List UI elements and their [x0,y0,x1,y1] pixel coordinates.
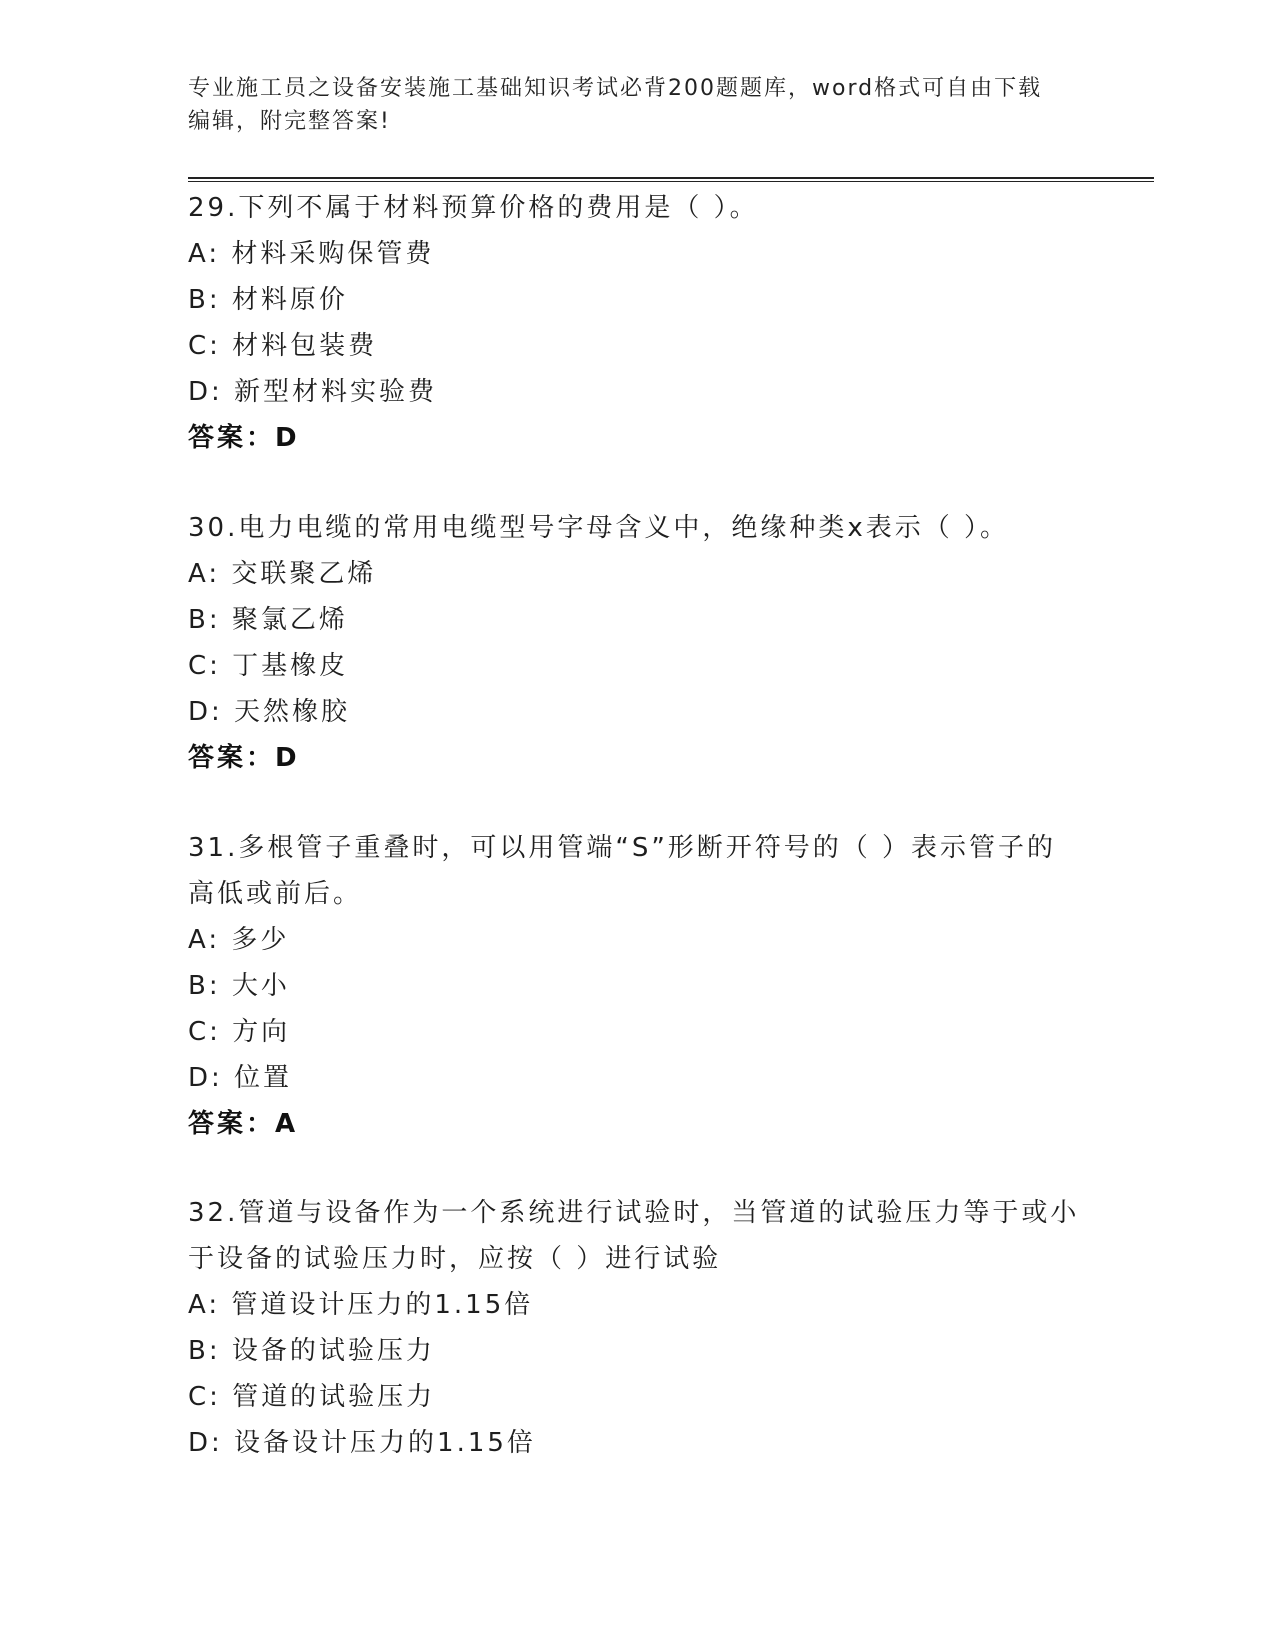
option-d: D: 位置 [188,1063,293,1093]
question-30 [188,505,1088,781]
option-b: B: 聚氯乙烯 [188,605,348,635]
question-stem-continued: 高低或前后。 [188,879,363,909]
answer: 答案：A [188,1109,299,1139]
option-c: C: 方向 [188,1017,291,1047]
option-d: D: 新型材料实验费 [188,377,438,407]
answer: 答案：D [188,423,300,453]
question-stem: 30.电力电缆的常用电缆型号字母含义中，绝缘种类x表示（ ）。 [188,513,1010,543]
option-b: B: 材料原价 [188,285,348,315]
option-a: A: 交联聚乙烯 [188,559,377,589]
header-title-line-2: 编辑，附完整答案! [188,109,391,134]
option-b: B: 设备的试验压力 [188,1336,435,1366]
option-d: D: 设备设计压力的1.15倍 [188,1428,536,1458]
option-a: A: 材料采购保管费 [188,239,435,269]
question-stem: 32.管道与设备作为一个系统进行试验时，当管道的试验压力等于或小 [188,1198,1080,1228]
answer: 答案：D [188,743,300,773]
header-title-line-1: 专业施工员之设备安装施工基础知识考试必背200题题库，word格式可自由下载 [188,76,1043,101]
option-a: A: 管道设计压力的1.15倍 [188,1290,534,1320]
option-c: C: 管道的试验压力 [188,1382,436,1412]
option-d: D: 天然橡胶 [188,697,351,727]
header-divider [188,177,1154,182]
question-31 [188,825,1088,1147]
question-stem-continued: 于设备的试验压力时，应按（ ）进行试验 [188,1244,722,1274]
question-stem: 31.多根管子重叠时，可以用管端“S”形断开符号的（ ）表示管子的 [188,833,1057,863]
option-c: C: 丁基橡皮 [188,651,349,681]
document-header [188,72,1088,138]
option-a: A: 多少 [188,925,290,955]
option-c: C: 材料包装费 [188,331,378,361]
question-32 [188,1190,1088,1466]
question-stem: 29.下列不属于材料预算价格的费用是（ ）。 [188,193,759,223]
question-29 [188,185,1088,461]
option-b: B: 大小 [188,971,290,1001]
